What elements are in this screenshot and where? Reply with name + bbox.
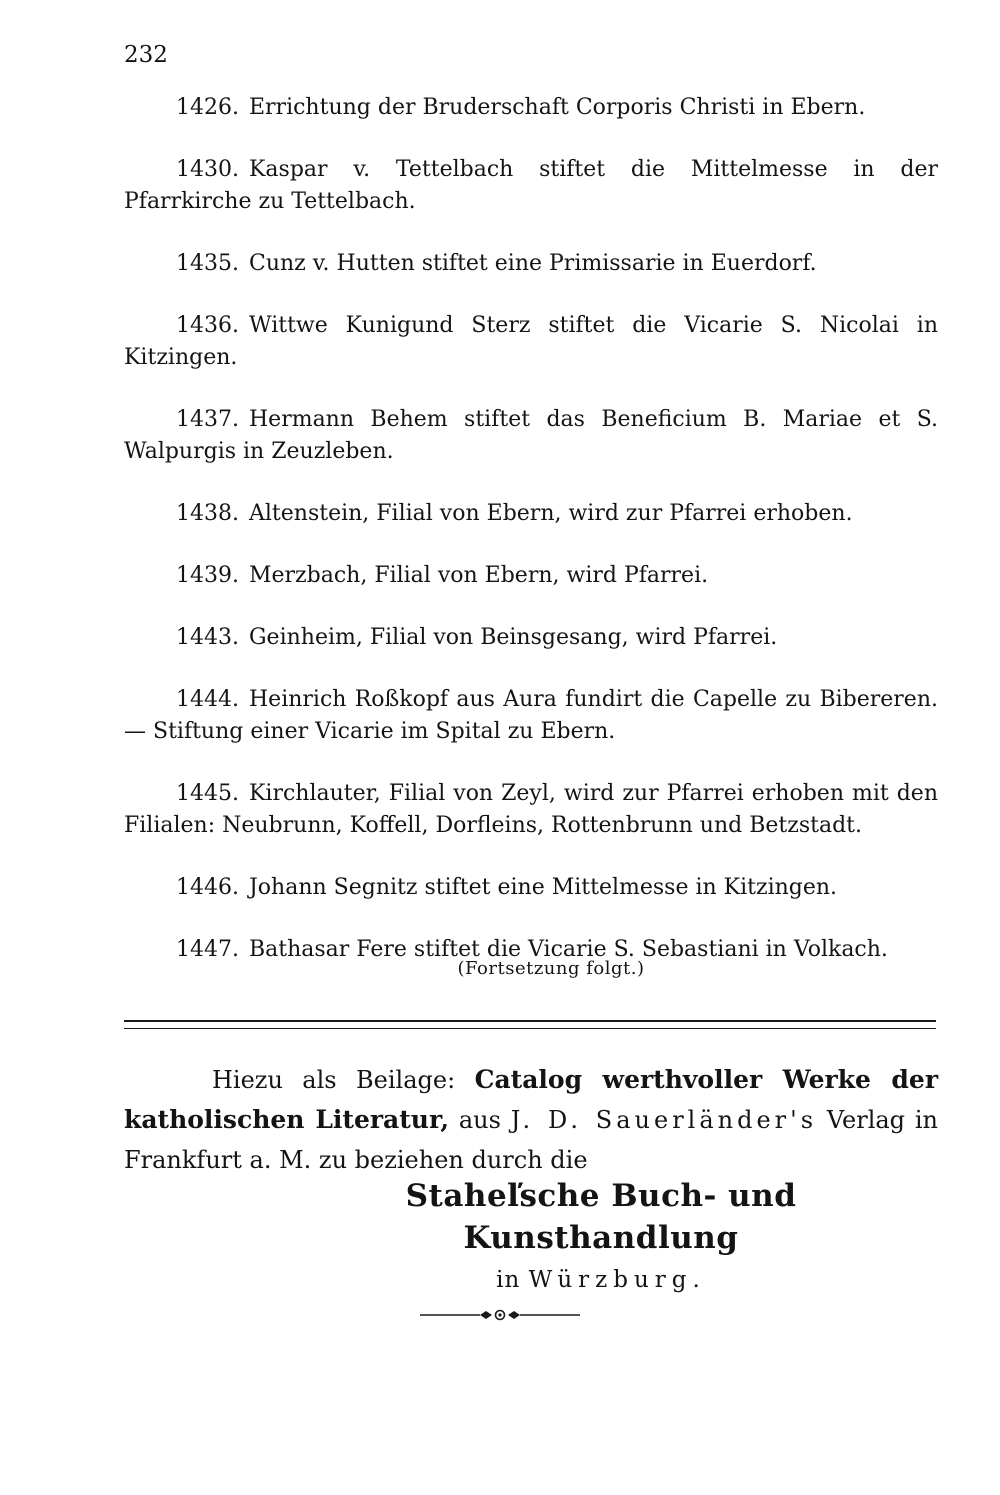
entry-text: Kirchlauter, Filial von Zeyl, wird zur Pfarrei erhoben mit den Filialen: Neubrunn, Koffell, Dorfleins, Rottenbrunn und Betzstadt. xyxy=(124,781,938,838)
supplement-middle: aus xyxy=(458,1106,501,1134)
publisher-block xyxy=(124,1175,938,1297)
section-divider xyxy=(124,1020,936,1029)
entry-text: Johann Segnitz stiftet eine Mittelmesse in Kitzingen. xyxy=(248,875,838,900)
place-name: Würzburg. xyxy=(528,1267,706,1293)
entry-text: Heinrich Roßkopf aus Aura fundirt die Capelle zu Bibereren. — Stiftung einer Vicarie im Spital zu Ebern. xyxy=(124,687,938,744)
entry-text: Wittwe Kunigund Sterz stiftet die Vicarie S. Nicolai in Kitzingen. xyxy=(124,313,938,370)
entry-text: Cunz v. Hutten stiftet eine Primissarie in Euerdorf. xyxy=(248,251,817,276)
entry-year: 1437. xyxy=(176,407,239,432)
continued-note: (Fortsetzung folgt.) xyxy=(457,958,645,979)
chronicle-entry xyxy=(124,622,938,654)
publisher-name: Staheľsche Buch- und Kunsthandlung xyxy=(405,1178,797,1256)
entry-year: 1430. xyxy=(176,157,239,182)
ornament-divider-icon xyxy=(420,1308,580,1322)
entry-text: Errichtung der Bruderschaft Corporis Christi in Ebern. xyxy=(248,95,866,120)
chronicle-entry xyxy=(124,154,938,218)
chronicle-entry xyxy=(124,684,938,748)
entry-year: 1444. xyxy=(176,687,239,712)
place-prefix: in xyxy=(496,1267,521,1293)
entry-year: 1436. xyxy=(176,313,239,338)
entry-text: Geinheim, Filial von Beinsgesang, wird Pfarrei. xyxy=(248,625,778,650)
entry-year: 1439. xyxy=(176,563,239,588)
publisher-source: J. D. Sauerländer's xyxy=(510,1106,818,1134)
entry-year: 1446. xyxy=(176,875,239,900)
chronicle-entry xyxy=(124,92,938,124)
chronicle-entry xyxy=(124,560,938,592)
entry-text: Bathasar Fere stiftet die Vicarie S. Sebastiani in Volkach. xyxy=(248,937,888,962)
chronicle-entry xyxy=(124,310,938,374)
entry-year: 1438. xyxy=(176,501,239,526)
supplement-after: Verlag in Frankfurt a. M. zu beziehen durch die xyxy=(124,1106,938,1174)
entry-text: Kaspar v. Tettelbach stiftet die Mittelmesse in der Pfarrkirche zu Tettelbach. xyxy=(124,157,938,214)
chronicle-entries xyxy=(124,92,938,996)
page-number: 232 xyxy=(124,42,168,68)
supplement-lead: Hiezu als Beilage: xyxy=(212,1066,456,1094)
entry-text: Altenstein, Filial von Ebern, wird zur Pfarrei erhoben. xyxy=(248,501,853,526)
chronicle-entry xyxy=(124,872,938,904)
entry-year: 1443. xyxy=(176,625,239,650)
chronicle-entry xyxy=(124,248,938,280)
entry-year: 1426. xyxy=(176,95,239,120)
entry-year: 1447. xyxy=(176,937,239,962)
entry-text: Hermann Behem stiftet das Beneficium B. Mariae et S. Walpurgis in Zeuzleben. xyxy=(124,407,938,464)
chronicle-entry xyxy=(124,498,938,530)
entry-year: 1445. xyxy=(176,781,239,806)
entry-text: Merzbach, Filial von Ebern, wird Pfarrei. xyxy=(248,563,709,588)
entry-year: 1435. xyxy=(176,251,239,276)
chronicle-entry xyxy=(124,778,938,842)
catalog-title: Catalog werthvoller Werke der katholischen Literatur, xyxy=(124,1065,938,1134)
supplement-notice xyxy=(124,1060,938,1180)
publisher-place xyxy=(264,1263,938,1297)
chronicle-entry xyxy=(124,404,938,468)
